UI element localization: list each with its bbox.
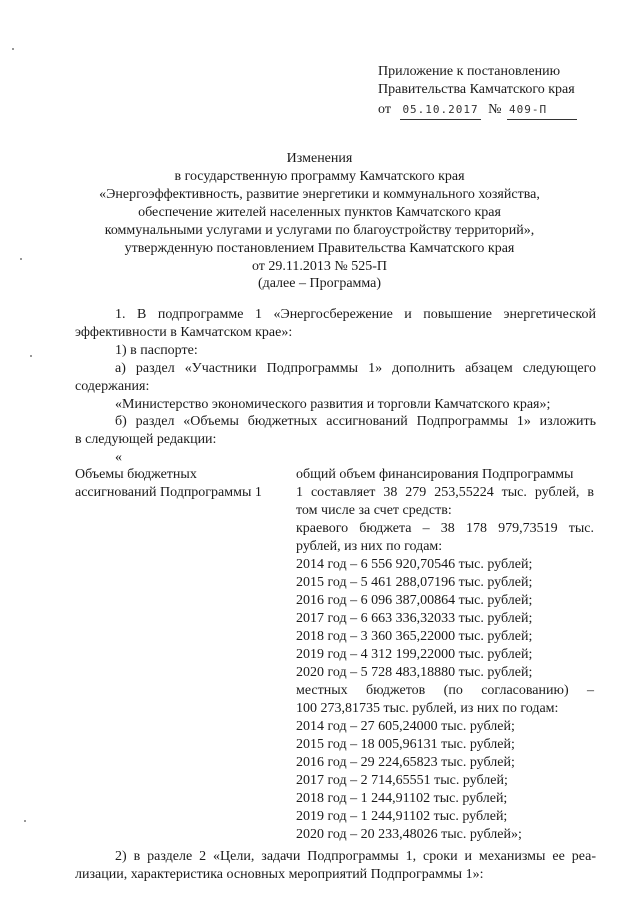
title-line: обеспечение жителей населенных пунктов Камчатского края [138, 205, 501, 220]
header-number-sign: № [488, 102, 502, 117]
open-quote: « [115, 450, 122, 465]
title-line: утвержденную постановлением Правительства Камчатского края [124, 241, 515, 256]
table-right-line: 1 составляет 38 279 253,55224 тыс. рублей, в [296, 485, 594, 500]
table-left-line-1: Объемы бюджетных [75, 467, 197, 482]
title-line: коммунальными услугами и услугами по благоустройству территорий», [104, 223, 535, 238]
table-right-line: 2015 год – 5 461 288,07196 тыс. рублей; [296, 575, 533, 590]
title-line: от 29.11.2013 № 525-П [251, 259, 388, 274]
table-right-line: общий объем финансирования Подпрограммы [296, 467, 574, 482]
table-right-line: 2015 год – 18 005,96131 тыс. рублей; [296, 737, 515, 752]
header-number: 409-П [507, 101, 577, 120]
title-line: Изменения [286, 151, 353, 166]
header-date-line [378, 101, 577, 120]
table-right-line: 2018 год – 3 360 365,22000 тыс. рублей; [296, 629, 533, 644]
item-1: 1) в паспорте: [115, 343, 198, 358]
table-right-line: 2017 год – 6 663 336,32033 тыс. рублей; [296, 611, 533, 626]
header-line-1: Приложение к постановлению [378, 64, 561, 79]
scan-speck [30, 355, 32, 357]
item-a-line-1: а) раздел «Участники Подпрограммы 1» дополнить абзацем следующего [115, 361, 596, 376]
item-b-line-2: в следующей редакции: [75, 432, 217, 447]
table-right-line: 2020 год – 5 728 483,18880 тыс. рублей; [296, 665, 533, 680]
table-right-line: местных бюджетов (по согласованию) – [296, 683, 594, 698]
table-right-line: 2017 год – 2 714,65551 тыс. рублей; [296, 773, 508, 788]
paragraph-1-line-1: 1. В подпрограмме 1 «Энергосбережение и повышение энергетической [115, 307, 596, 322]
header-line-2: Правительства Камчатского края [378, 82, 575, 97]
item-b-line-1: б) раздел «Объемы бюджетных ассигнований Подпрограммы 1» изложить [115, 414, 596, 429]
item-a-line-2: содержания: [75, 379, 150, 394]
table-right-line: 2019 год – 1 244,91102 тыс. рублей; [296, 809, 508, 824]
paragraph-1-line-2: эффективности в Камчатском крае»: [75, 325, 293, 340]
header-date: 05.10.2017 [400, 101, 480, 120]
table-right-line: 2014 год – 6 556 920,70546 тыс. рублей; [296, 557, 533, 572]
table-right-line: том числе за счет средств: [296, 503, 452, 518]
table-right-line: рублей, из них по годам: [296, 539, 443, 554]
title-line: «Энергоэффективность, развитие энергетики и коммунального хозяйства, [99, 187, 540, 202]
table-right-line: 100 273,81735 тыс. рублей, из них по годам: [296, 701, 559, 716]
table-right-line: краевого бюджета – 38 178 979,73519 тыс. [296, 521, 594, 536]
table-right-line: 2016 год – 6 096 387,00864 тыс. рублей; [296, 593, 533, 608]
title-line: (далее – Программа) [257, 276, 382, 291]
header-ot: от [378, 102, 391, 117]
paragraph-2-line-2: лизации, характеристика основных мероприятий Подпрограммы 1»: [75, 867, 484, 882]
table-left-line-2: ассигнований Подпрограммы 1 [75, 485, 262, 500]
paragraph-2-line-1: 2) в разделе 2 «Цели, задачи Подпрограммы 1, сроки и механизмы ее реа- [115, 849, 596, 864]
table-right-line: 2016 год – 29 224,65823 тыс. рублей; [296, 755, 515, 770]
ministry-line: «Министерство экономического развития и торговли Камчатского края»; [115, 397, 551, 412]
title-line: в государственную программу Камчатского края [174, 169, 465, 184]
scan-speck [24, 820, 26, 822]
table-right-line: 2019 год – 4 312 199,22000 тыс. рублей; [296, 647, 533, 662]
table-right-line: 2020 год – 20 233,48026 тыс. рублей»; [296, 827, 522, 842]
scan-speck [12, 48, 14, 50]
table-right-line: 2014 год – 27 605,24000 тыс. рублей; [296, 719, 515, 734]
table-right-line: 2018 год – 1 244,91102 тыс. рублей; [296, 791, 508, 806]
